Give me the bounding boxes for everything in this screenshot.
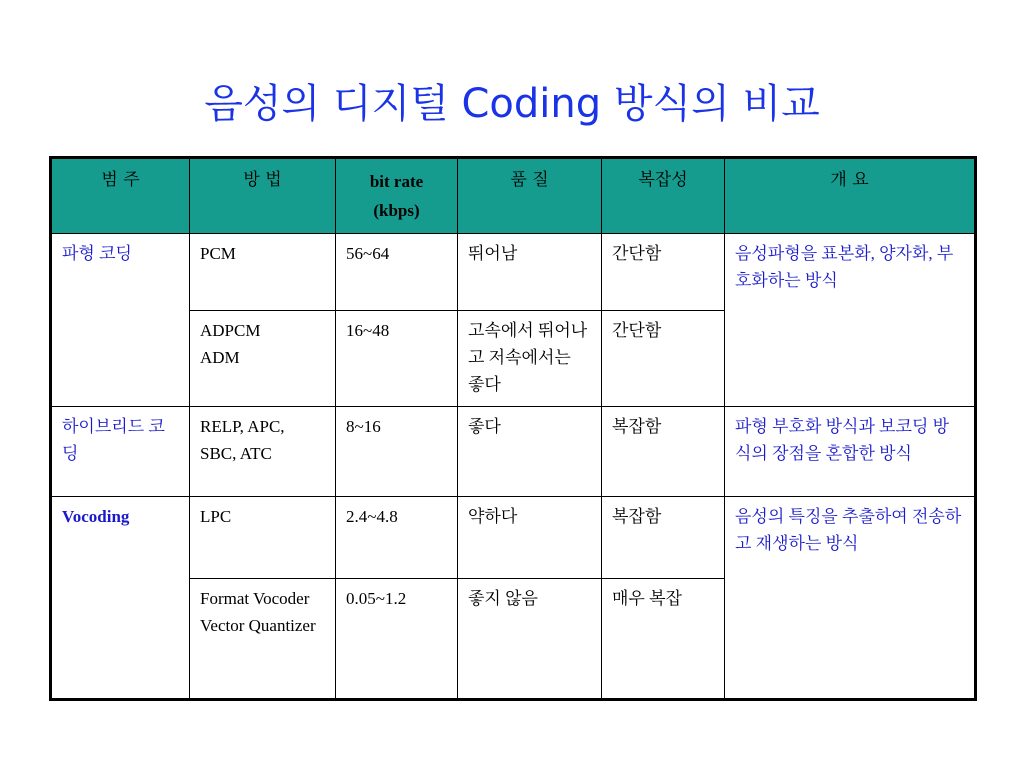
complexity-cell: 복잡함	[602, 497, 725, 579]
table-row	[51, 234, 976, 311]
bitrate-cell: 56~64	[336, 234, 458, 311]
method-line: RELP, APC, SBC, ATC	[200, 417, 285, 463]
method-cell	[190, 579, 336, 700]
comparison-table	[49, 156, 977, 701]
overview-cell: 음성의 특징을 추출하여 전송하고 재생하는 방식	[725, 497, 976, 700]
quality-cell: 약하다	[458, 497, 602, 579]
header-bitrate-line1: bit rate	[369, 172, 424, 191]
complexity-cell: 간단함	[602, 234, 725, 311]
complexity-cell: 매우 복잡	[602, 579, 725, 700]
header-category: 범 주	[51, 158, 190, 234]
category-cell: 하이브리드 코딩	[51, 407, 190, 497]
method-line: ADM	[200, 348, 240, 367]
table-row	[51, 497, 976, 579]
complexity-cell: 복잡함	[602, 407, 725, 497]
page-title: 음성의 디지털 Coding 방식의 비교	[204, 81, 820, 127]
header-bitrate-line2: (kbps)	[373, 201, 420, 220]
quality-cell: 좋지 않음	[458, 579, 602, 700]
method-line: LPC	[200, 507, 232, 526]
method-line: Vector Quantizer	[200, 616, 316, 635]
bitrate-cell: 0.05~1.2	[336, 579, 458, 700]
header-overview: 개 요	[725, 158, 976, 234]
bitrate-cell: 2.4~4.8	[336, 497, 458, 579]
method-line: Format Vocoder	[200, 589, 310, 608]
header-method: 방 법	[190, 158, 336, 234]
method-line: PCM	[200, 244, 236, 263]
bitrate-cell: 16~48	[336, 311, 458, 407]
method-cell	[190, 234, 336, 311]
quality-cell: 좋다	[458, 407, 602, 497]
bitrate-cell: 8~16	[336, 407, 458, 497]
overview-cell: 음성파형을 표본화, 양자화, 부호화하는 방식	[725, 234, 976, 407]
header-bitrate	[336, 158, 458, 234]
header-complexity: 복잡성	[602, 158, 725, 234]
category-cell: 파형 코딩	[51, 234, 190, 407]
category-cell: Vocoding	[51, 497, 190, 700]
method-cell	[190, 407, 336, 497]
quality-cell: 고속에서 뛰어나고 저속에서는 좋다	[458, 311, 602, 407]
method-line: ADPCM	[200, 321, 261, 340]
overview-cell: 파형 부호화 방식과 보코딩 방식의 장점을 혼합한 방식	[725, 407, 976, 497]
table-row	[51, 407, 976, 497]
quality-cell: 뛰어남	[458, 234, 602, 311]
header-quality: 품 질	[458, 158, 602, 234]
complexity-cell: 간단함	[602, 311, 725, 407]
method-cell	[190, 497, 336, 579]
method-cell	[190, 311, 336, 407]
header-row	[51, 158, 976, 234]
